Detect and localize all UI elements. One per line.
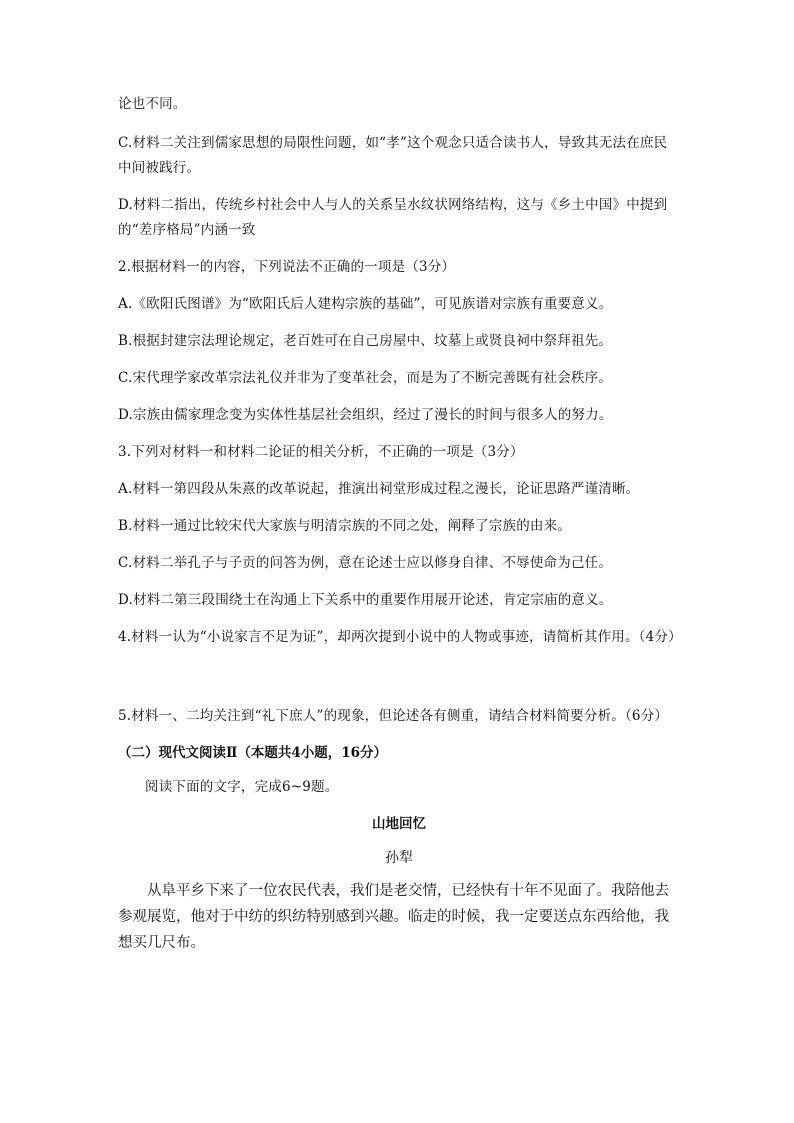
q2-option-b: B.根据封建宗法理论规定，老百姓可在自己房屋中、坟墓上或贤良祠中祭拜祖先。: [118, 333, 613, 349]
story-paragraph: 从阜平乡下来了一位农民代表，我们是老交情，已经快有十年不见面了。我陪他去参观展览，他对于中纺的织纺特别感到兴趣。临走的时候，我一定要送点东西给他，我想买几尺布。: [118, 883, 669, 951]
q3-option-a: A.材料一第四段从朱熹的改革说起，推演出祠堂形成过程之漫长，论证思路严谨清晰。: [118, 481, 640, 497]
q2-option-c: C.宋代理学家改革宗法礼仪并非为了变革社会，而是为了不断完善既有社会秩序。: [118, 370, 613, 386]
question-4: 4.材料一认为“小说家言不足为证”，却两次提到小说中的人物或事迹，请简析其作用。（4分）: [118, 629, 682, 645]
section-heading: （二）现代文阅读Ⅱ（本题共4小题，16分）: [118, 745, 388, 761]
story-author: 孙犁: [385, 850, 413, 866]
q3-option-d: D.材料二第三段围绕士在沟通上下关系中的重要作用展开论述，肯定宗庙的意义。: [118, 592, 613, 608]
q1-option-d: D.材料二指出，传统乡村社会中人与人的关系呈水纹状网络结构，这与《乡土中国》中提到的“差序格局”内涵一致: [118, 197, 668, 238]
q3-option-c: C.材料二举孔子与子贡的问答为例，意在论述士应以修身自律、不辱使命为己任。: [118, 555, 613, 571]
reading-instruction: 阅读下面的文字，完成6~9题。: [145, 779, 339, 795]
continued-line: 论也不同。: [118, 96, 187, 112]
exam-page: [118, 92, 680, 956]
question-3: 3.下列对材料一和材料二论证的相关分析，不正确的一项是（3分）: [118, 444, 524, 460]
story-title: 山地回忆: [372, 816, 426, 832]
q1-option-c: C.材料二关注到儒家思想的局限性问题，如“孝”这个观念只适合读书人，导致其无法在庶民中间被践行。: [118, 135, 668, 176]
q2-option-d: D.宗族由儒家理念变为实体性基层社会组织，经过了漫长的时间与很多人的努力。: [118, 407, 613, 423]
question-5: 5.材料一、二均关注到“礼下庶人”的现象，但论述各有侧重，请结合材料简要分析。（6分）: [118, 708, 669, 724]
answer-space: [118, 662, 680, 704]
question-2: 2.根据材料一的内容，下列说法不正确的一项是（3分）: [118, 259, 456, 275]
q3-option-b: B.材料一通过比较宋代大家族与明清宗族的不同之处，阐释了宗族的由来。: [118, 518, 572, 534]
q2-option-a: A.《欧阳氏图谱》为“欧阳氏后人建构宗族的基础”，可见族谱对宗族有重要意义。: [118, 296, 613, 312]
